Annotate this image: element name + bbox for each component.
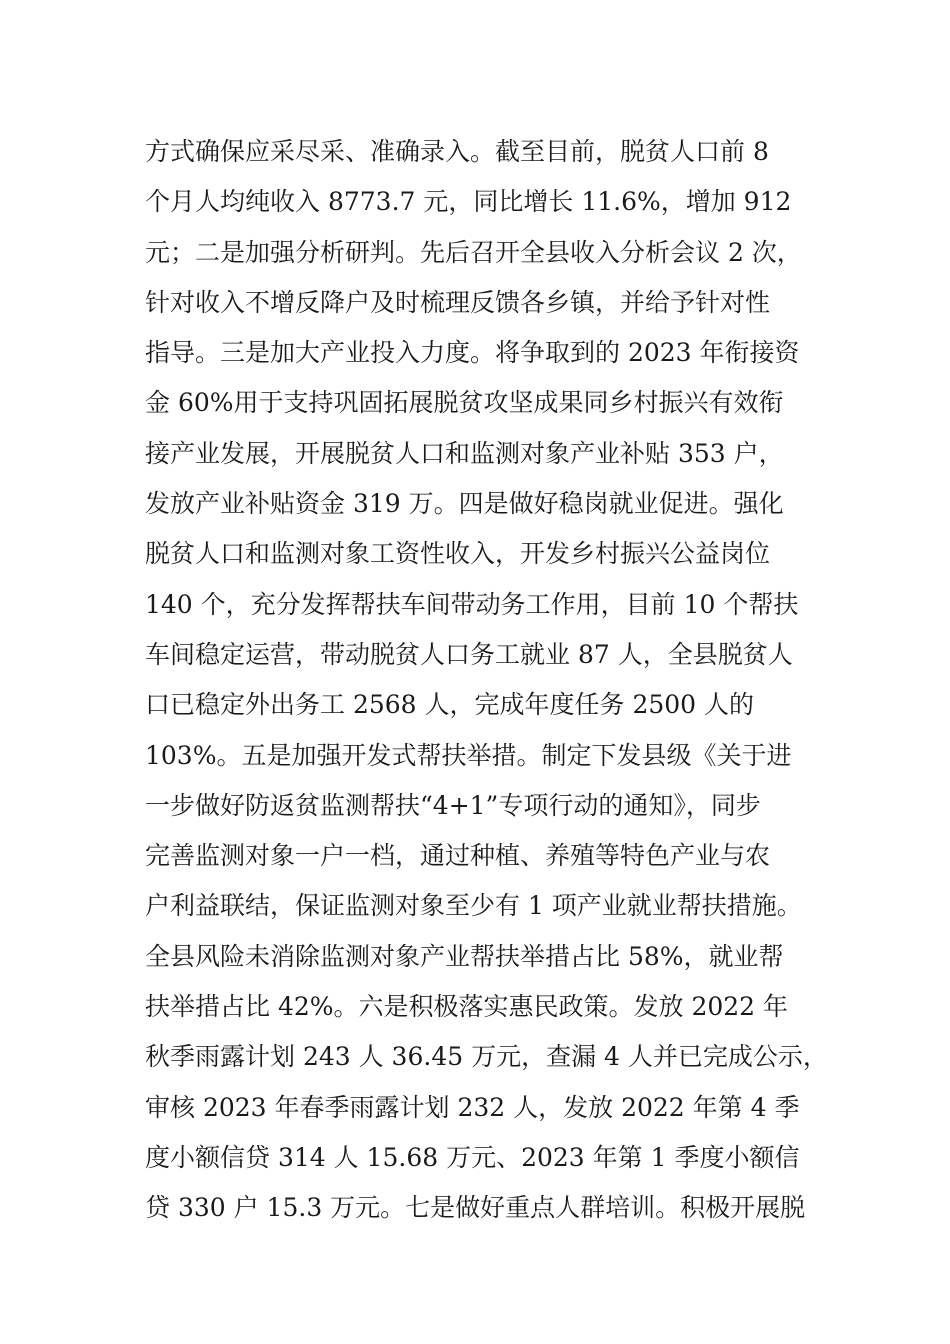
- text-line-19: 秋季雨露计划 243 人 36.45 万元，查漏 4 人并已完成公示，: [145, 1042, 828, 1072]
- text-line-18: 扶举措占比 42%。六是积极落实惠民政策。发放 2022 年: [145, 992, 789, 1022]
- text-line-4: 针对收入不增反降户及时梳理反馈各乡镇，并给予针对性: [145, 287, 771, 317]
- text-line-12: 口已稳定外出务工 2568 人，完成年度任务 2500 人的: [145, 690, 755, 720]
- body-paragraph: [145, 131, 835, 1238]
- text-line-9: 脱贫人口和监测对象工资性收入，开发乡村振兴公益岗位: [145, 539, 771, 569]
- text-line-3: 元；二是加强分析研判。先后召开全县收入分析会议 2 次，: [145, 237, 802, 267]
- text-line-11: 车间稳定运营，带动脱贫人口务工就业 87 人，全县脱贫人: [145, 639, 793, 669]
- text-line-16: 户利益联结，保证监测对象至少有 1 项产业就业帮扶措施。: [145, 891, 802, 921]
- text-line-22: 贷 330 户 15.3 万元。七是做好重点人群培训。积极开展脱: [145, 1193, 806, 1223]
- text-line-5: 指导。三是加大产业投入力度。将争取到的 2023 年衔接资: [145, 338, 800, 368]
- text-line-17: 全县风险未消除监测对象产业帮扶举措占比 58%，就业帮: [145, 941, 784, 971]
- text-line-10: 140 个，充分发挥帮扶车间带动务工作用，目前 10 个帮扶: [145, 589, 799, 619]
- text-line-7: 接产业发展，开展脱贫人口和监测对象产业补贴 353 户，: [145, 438, 784, 468]
- text-line-6: 金 60%用于支持巩固拓展脱贫攻坚成果同乡村振兴有效衔: [145, 388, 784, 418]
- text-line-21: 度小额信贷 314 人 15.68 万元、2023 年第 1 季度小额信: [145, 1142, 800, 1172]
- text-line-15: 完善监测对象一户一档，通过种植、养殖等特色产业与农: [145, 841, 771, 871]
- text-line-1: 方式确保应采尽采、准确录入。截至目前，脱贫人口前 8: [145, 137, 769, 166]
- text-line-13: 103%。五是加强开发式帮扶举措。制定下发县级《关于进: [145, 740, 792, 770]
- text-line-20: 审核 2023 年春季雨露计划 232 人，发放 2022 年第 4 季: [145, 1092, 800, 1122]
- text-line-14: 一步做好防返贫监测帮扶“4+1”专项行动的通知》，同步: [145, 790, 761, 820]
- text-line-2: 个月人均纯收入 8773.7 元，同比增长 11.6%，增加 912: [145, 187, 792, 217]
- text-line-8: 发放产业补贴资金 319 万。四是做好稳岗就业促进。强化: [145, 489, 784, 519]
